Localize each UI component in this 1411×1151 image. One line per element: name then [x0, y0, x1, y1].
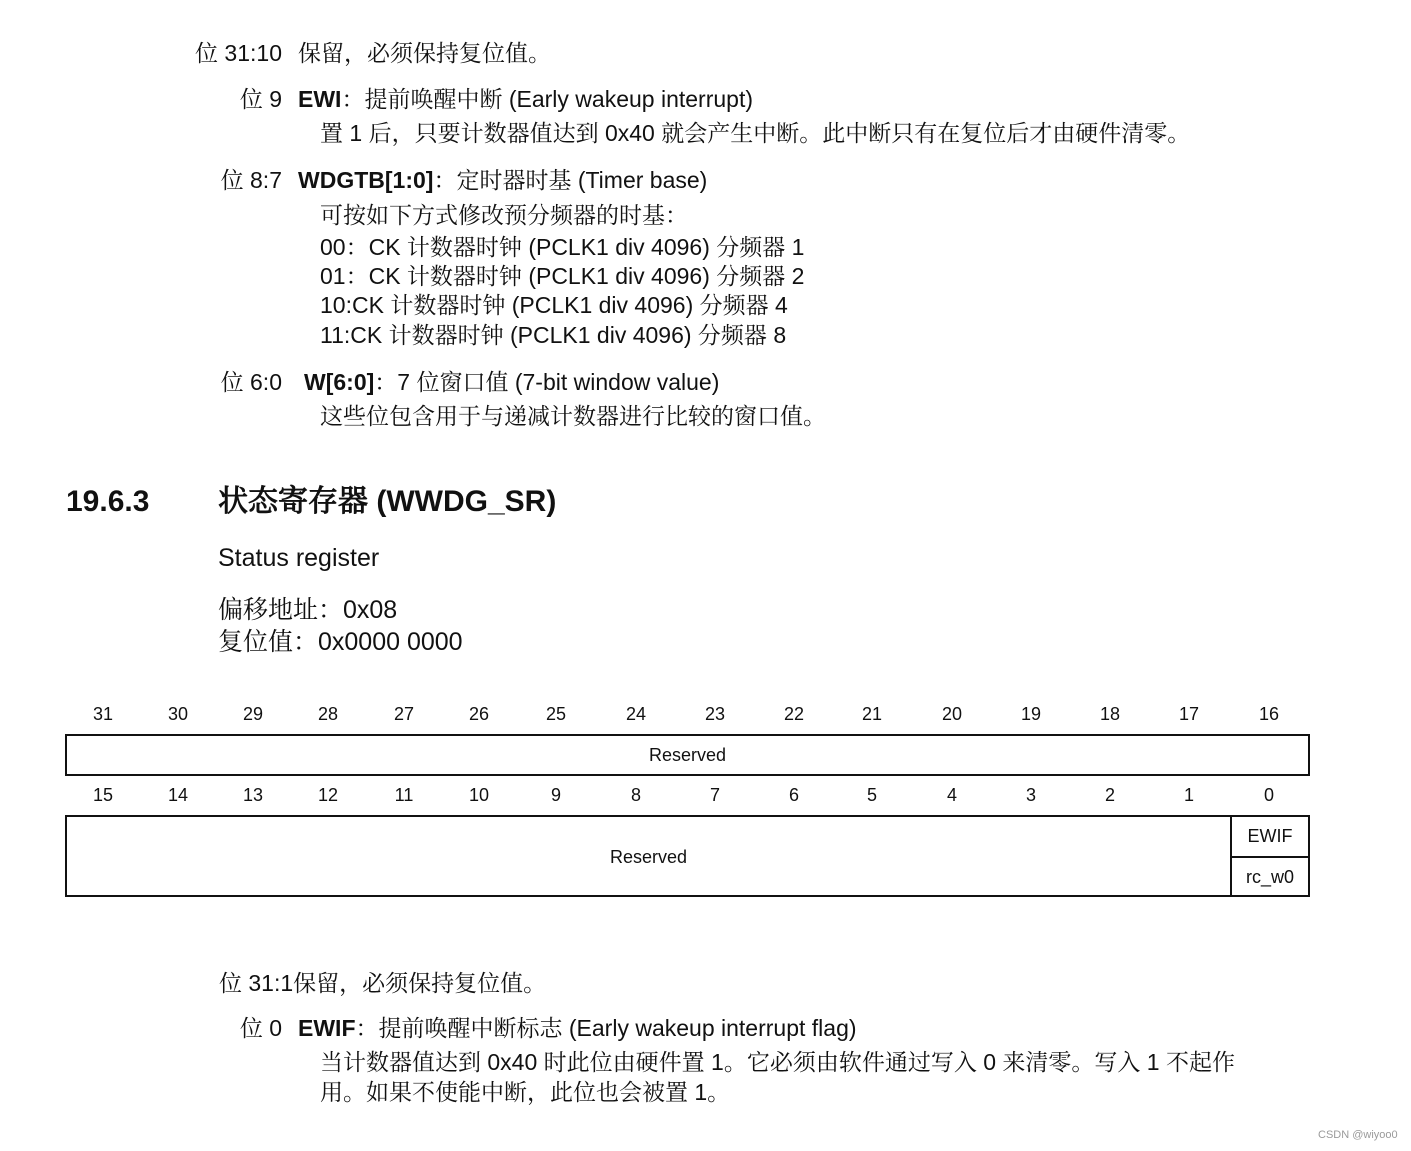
bit-number-11: 11 [394, 785, 414, 805]
bit-number-22: 22 [783, 704, 805, 724]
field-desc-ewi: 置 1 后，只要计数器值达到 0x40 就会产生中断。此中断只有在复位后才由硬件清零。 [320, 120, 1191, 146]
sr-field-title-reserved: 保留，必须保持复位值。 [293, 970, 547, 996]
section-subtitle: Status register [218, 544, 380, 572]
bit-number-5: 5 [866, 785, 877, 805]
bit-number-7: 7 [709, 785, 720, 805]
sr-field-heading-ewif [298, 1013, 857, 1043]
bit-number-10: 10 [468, 785, 490, 805]
bit-number-14: 14 [167, 785, 189, 805]
sr-field-title-ewif: ：提前唤醒中断标志 (Early wakeup interrupt flag) [355, 1015, 857, 1041]
bit-number-23: 23 [704, 704, 726, 724]
bit0-access: rc_w0 [1245, 867, 1294, 887]
field-heading-ewi [298, 84, 753, 114]
bit-number-26: 26 [468, 704, 490, 724]
bit-number-16: 16 [1258, 704, 1280, 724]
field-desc-w: 这些位包含用于与递减计数器进行比较的窗口值。 [320, 403, 826, 429]
bit0-name: EWIF [1247, 826, 1293, 846]
bit-number-31: 31 [92, 704, 114, 724]
bit-number-6: 6 [788, 785, 799, 805]
bit-number-30: 30 [167, 704, 189, 724]
bit-number-1: 1 [1183, 785, 1194, 805]
reserved-lower-label: Reserved [609, 847, 688, 867]
bit-number-13: 13 [242, 785, 264, 805]
field-title-31-10: 保留，必须保持复位值。 [298, 40, 551, 66]
field-name-ewi: EWI [298, 86, 342, 112]
sr-field-desc-ewif-line1: 当计数器值达到 0x40 时此位由硬件置 1。它必须由软件通过写入 0 来清零。写入 1 不起作 [320, 1049, 1235, 1075]
bit-number-17: 17 [1178, 704, 1200, 724]
sr-field-reserved [219, 968, 546, 998]
field-desc-wdgtb-01: 01：CK 计数器时钟 (PCLK1 div 4096) 分频器 2 [320, 263, 805, 289]
bit-number-27: 27 [393, 704, 415, 724]
bit-number-2: 2 [1104, 785, 1115, 805]
field-bits-9: 位 9 [239, 86, 282, 112]
bit-number-18: 18 [1099, 704, 1121, 724]
sr-field-name-ewif: EWIF [298, 1015, 356, 1041]
section-title: 状态寄存器 (WWDG_SR) [218, 485, 557, 518]
field-desc-wdgtb-00: 00：CK 计数器时钟 (PCLK1 div 4096) 分频器 1 [320, 234, 805, 260]
sr-field-bits-31-1: 位 31:1 [219, 970, 294, 996]
bit-number-28: 28 [317, 704, 339, 724]
bit-number-12: 12 [317, 785, 339, 805]
field-desc-wdgtb-10: 10:CK 计数器时钟 (PCLK1 div 4096) 分频器 4 [320, 292, 788, 318]
field-desc-wdgtb-intro: 可按如下方式修改预分频器的时基： [320, 202, 688, 228]
bit-number-0: 0 [1263, 785, 1274, 805]
watermark: CSDN @wiyoo0 [1318, 1129, 1398, 1141]
field-heading-w [304, 367, 719, 397]
bit0-row-divider [1232, 856, 1308, 858]
field-title-ewi: ：提前唤醒中断 (Early wakeup interrupt) [341, 86, 753, 112]
field-title-w: ：7 位窗口值 (7-bit window value) [374, 369, 720, 395]
field-name-wdgtb: WDGTB[1:0] [298, 167, 434, 193]
bit-number-21: 21 [861, 704, 883, 724]
bit-number-4: 4 [946, 785, 957, 805]
field-heading-wdgtb [298, 165, 707, 195]
reset-value: 复位值：0x0000 0000 [218, 628, 463, 656]
bit-number-20: 20 [941, 704, 963, 724]
bit-number-3: 3 [1025, 785, 1036, 805]
field-name-w: W[6:0] [304, 369, 375, 395]
bit-number-8: 8 [630, 785, 641, 805]
bit-number-9: 9 [550, 785, 561, 805]
sr-field-bits-0: 位 0 [239, 1015, 282, 1041]
field-bits-31-10: 位 31:10 [195, 40, 282, 66]
bit-number-15: 15 [92, 785, 114, 805]
reserved-upper-label: Reserved [648, 745, 727, 765]
section-number: 19.6.3 [66, 485, 150, 518]
bit-number-25: 25 [545, 704, 567, 724]
field-title-wdgtb: ：定时器时基 (Timer base) [433, 167, 708, 193]
bit-number-24: 24 [625, 704, 647, 724]
offset-address: 偏移地址：0x08 [218, 596, 398, 624]
sr-field-desc-ewif-line2: 用。如果不使能中断，此位也会被置 1。 [320, 1079, 731, 1105]
field-bits-6-0: 位 6:0 [220, 369, 282, 395]
bit-number-29: 29 [242, 704, 264, 724]
field-desc-wdgtb-11: 11:CK 计数器时钟 (PCLK1 div 4096) 分频器 8 [320, 322, 787, 348]
field-bits-8-7: 位 8:7 [220, 167, 282, 193]
bit-number-19: 19 [1020, 704, 1042, 724]
reserved-upper-field [65, 734, 1310, 776]
lower-register-row [65, 815, 1310, 897]
